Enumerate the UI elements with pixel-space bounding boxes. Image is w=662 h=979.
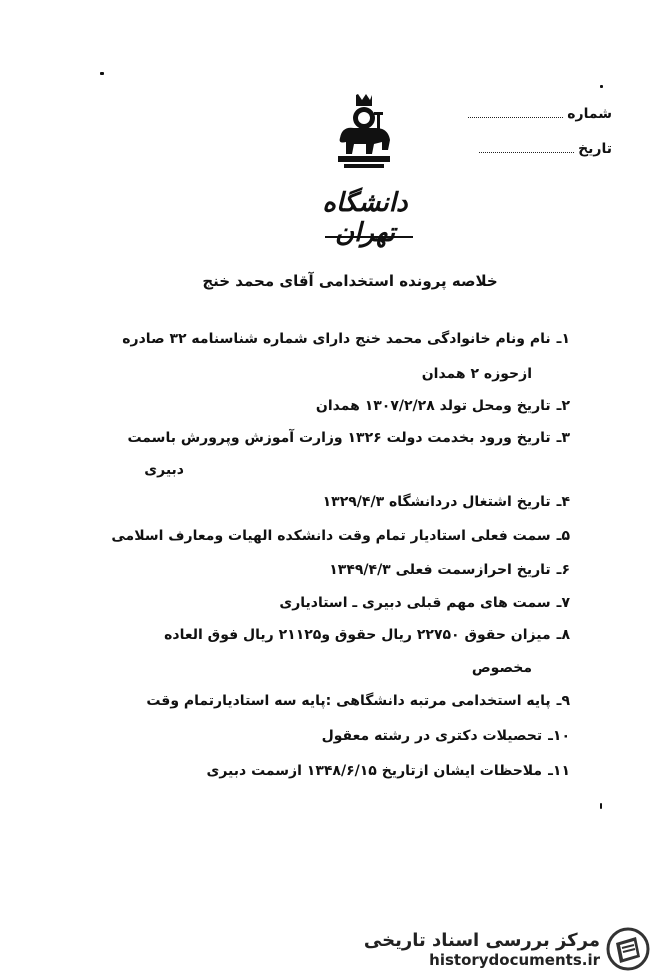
list-item — [279, 595, 570, 611]
watermark-website: historydocuments.ir — [429, 950, 600, 969]
item-text: میزان حقوق ۲۲۷۵۰ ریال حقوق و۲۱۱۲۵ ریال فوق العاده — [164, 627, 551, 643]
item-number: ۱۱ـ — [548, 763, 570, 779]
item-text: تحصیلات دکتری در رشته معقول — [321, 728, 543, 744]
item-number: ۸ـ — [556, 627, 570, 643]
list-item — [122, 331, 570, 347]
number-label: شماره — [567, 106, 612, 122]
item-text: تاریخ احرازسمت فعلی ۱۳۴۹/۴/۳ — [329, 562, 551, 578]
item-text: سمت های مهم قبلی دبیری ـ استادیاری — [279, 595, 551, 611]
list-item — [329, 562, 570, 578]
list-item — [144, 462, 190, 478]
watermark — [364, 927, 650, 971]
date-label: تاریخ — [578, 141, 612, 157]
item-number: ۷ـ — [556, 595, 570, 611]
scan-speck — [600, 803, 602, 809]
item-number: ۱۰ـ — [548, 728, 570, 744]
list-item — [111, 528, 570, 544]
list-item — [207, 763, 570, 779]
item-text: تاریخ ورود بخدمت دولت ۱۳۲۶ وزارت آموزش وپرورش باسمت — [127, 430, 551, 446]
number-dotted-line — [468, 116, 563, 118]
item-text: ازحوزه ۲ همدان — [421, 366, 532, 382]
number-field — [468, 106, 612, 122]
item-text: پایه استخدامی مرتبه دانشگاهی :پایه سه استادیارتمام وقت — [146, 693, 551, 709]
scan-speck — [100, 72, 104, 75]
lion-and-sun-emblem-icon — [332, 92, 396, 172]
item-text: سمت فعلی استادیار تمام وقت دانشکده الهیات ومعارف اسلامی — [111, 528, 551, 544]
item-number: ۵ـ — [556, 528, 570, 544]
item-text: تاریخ ومحل تولد ۱۳۰۷/۲/۲۸ همدان — [315, 398, 551, 414]
archive-seal-icon — [606, 927, 650, 971]
watermark-persian: مرکز بررسی اسناد تاریخی — [363, 929, 600, 951]
item-number: ۶ـ — [556, 562, 570, 578]
item-number: ۹ـ — [556, 693, 570, 709]
list-item — [146, 693, 570, 709]
list-item — [316, 398, 570, 414]
item-number: ۳ـ — [556, 430, 570, 446]
scan-speck — [600, 85, 603, 88]
item-text: دبیری — [144, 462, 184, 478]
item-number: ۴ـ — [556, 494, 570, 510]
university-underline — [325, 236, 413, 238]
list-item — [323, 494, 570, 510]
document-title: خلاصه پرونده استخدامی آقای محمد خنج — [202, 272, 498, 290]
item-number: ۱ـ — [556, 331, 570, 347]
item-text: مخصوص — [471, 660, 532, 676]
list-item — [322, 728, 570, 744]
item-number: ۲ـ — [556, 398, 570, 414]
item-text: نام ونام خانوادگی محمد خنج دارای شماره شناسنامه ۳۲ صادره — [122, 331, 551, 347]
list-item — [472, 660, 538, 676]
date-field — [479, 141, 612, 157]
item-text: تاریخ اشتغال دردانشگاه ۱۳۲۹/۴/۳ — [322, 494, 551, 510]
list-item — [164, 627, 570, 643]
list-item — [127, 430, 570, 446]
date-dotted-line — [479, 151, 574, 153]
list-item — [422, 366, 538, 382]
watermark-text — [364, 930, 600, 969]
university-name: دانشگاه تهران — [322, 188, 408, 248]
item-text: ملاحظات ایشان ازتاریخ ۱۳۴۸/۶/۱۵ ازسمت دبیری — [206, 763, 543, 779]
